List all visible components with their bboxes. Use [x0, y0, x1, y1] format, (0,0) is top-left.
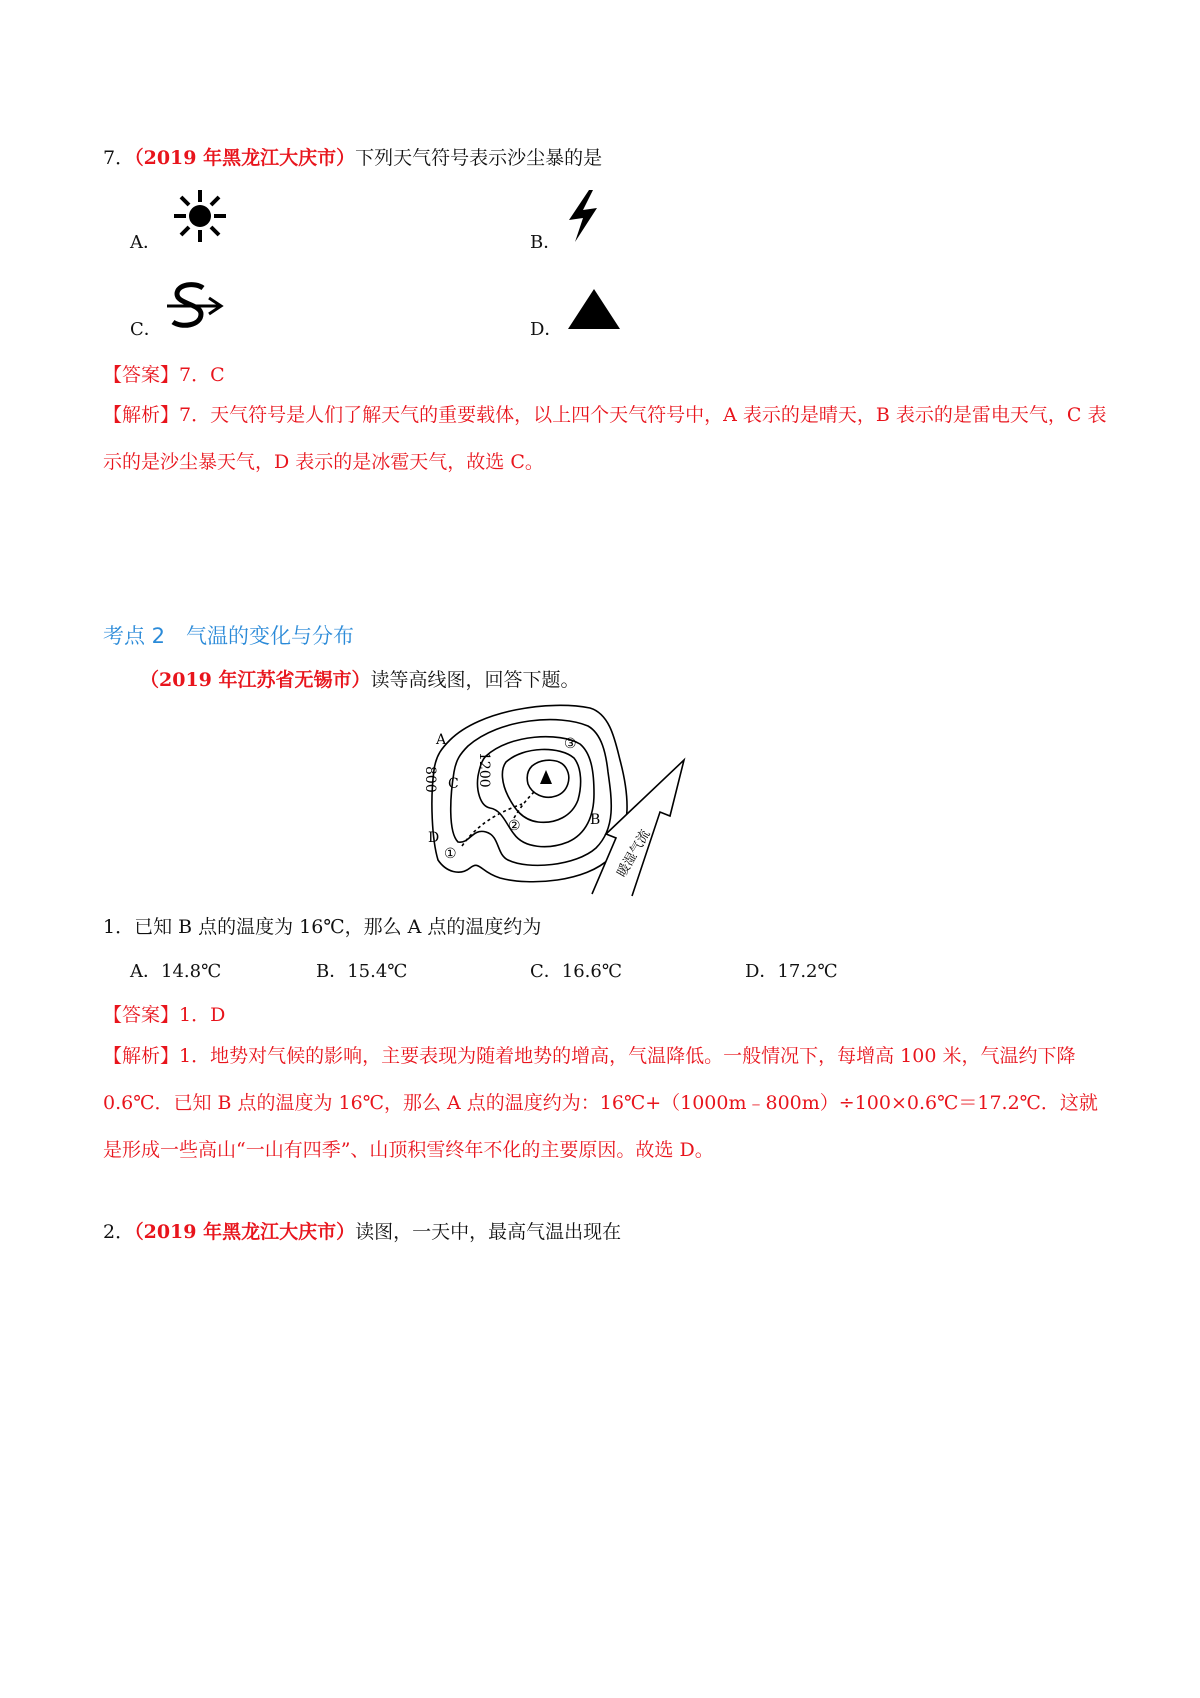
contour-map: [410, 700, 720, 900]
q1-analysis: [103, 1033, 1108, 1174]
q7-option-c-label: C．: [130, 319, 162, 340]
sandstorm-icon: [165, 282, 227, 332]
contour-outer: [432, 705, 627, 881]
section-intro: [140, 665, 580, 692]
q2-stem: 读图，一天中，最高气温出现在: [355, 1221, 622, 1243]
q2-stem-line: [103, 1217, 621, 1244]
q1-answer: 1．D: [179, 1004, 226, 1026]
label-c: C: [448, 776, 459, 792]
q1-option-d: D．17.2℃: [745, 961, 838, 982]
q7-answer: 7．C: [179, 364, 225, 386]
q7-answer-line: [103, 360, 225, 387]
contour-800: [451, 720, 612, 866]
label-b: B: [590, 812, 601, 828]
q1-option-c: C．16.6℃: [530, 961, 622, 982]
label-800: 800: [422, 766, 438, 793]
label-point-2: ②: [508, 818, 521, 834]
q7-analysis-tag: 【解析】: [103, 404, 180, 426]
q1-analysis-text: 1．地势对气候的影响，主要表现为随着地势的增高，气温降低。一般情况下，每增高 100 米，气温约下降 0.6℃．已知 B 点的温度为 16℃，那么 A 点的温度约为：16℃+（1000m﹣800m）÷100×0.6℃＝17.2℃．这就是形成一些高山“一山有四季”、山顶积雪终年不化的主要原因。故选 D。: [103, 1045, 1098, 1161]
hail-icon: [566, 287, 622, 331]
intro-source: （2019 年江苏省无锡市）: [140, 669, 371, 691]
q1-analysis-tag: 【解析】: [103, 1045, 180, 1067]
q7-option-d-label: D．: [530, 319, 563, 340]
label-point-1: ①: [444, 846, 457, 862]
q7-option-a-label: A．: [130, 232, 161, 253]
label-a: A: [436, 732, 447, 748]
q1-answer-tag: 【答案】: [103, 1004, 180, 1026]
sunny-icon: [172, 188, 228, 244]
q7-analysis: [103, 392, 1108, 486]
q1-option-a: A．14.8℃: [130, 961, 222, 982]
q7-answer-tag: 【答案】: [103, 364, 180, 386]
q7-option-b-label: B．: [530, 232, 562, 253]
section-heading: 考点 2 气温的变化与分布: [103, 624, 355, 648]
q1-option-b: B．15.4℃: [316, 961, 408, 982]
intro-text: 读等高线图，回答下题。: [370, 669, 580, 691]
q1-stem: 1．已知 B 点的温度为 16℃，那么 A 点的温度约为: [103, 916, 542, 938]
q2-source: （2019 年黑龙江大庆市）: [134, 1221, 356, 1243]
thunder-icon: [563, 188, 603, 244]
q2-number: 2．: [103, 1221, 135, 1243]
q7-stem-line: [103, 143, 602, 170]
summit-triangle: [540, 770, 552, 784]
q1-answer-line: [103, 1000, 225, 1027]
label-1200: 1200: [476, 752, 492, 788]
airflow-arrow: [592, 760, 684, 896]
q7-number: 7．: [103, 147, 135, 169]
label-airflow: 暖湿气流: [614, 827, 654, 880]
label-point-3: ③: [564, 736, 577, 752]
q7-analysis-text: 7．天气符号是人们了解天气的重要载体，以上四个天气符号中，A 表示的是晴天，B 表示的是雷电天气，C 表示的是沙尘暴天气，D 表示的是冰雹天气，故选 C。: [103, 404, 1107, 473]
q7-stem: 下列天气符号表示沙尘暴的是: [355, 147, 603, 169]
contour-c: [478, 737, 595, 847]
q7-source: （2019 年黑龙江大庆市）: [134, 147, 356, 169]
label-d: D: [428, 830, 440, 846]
